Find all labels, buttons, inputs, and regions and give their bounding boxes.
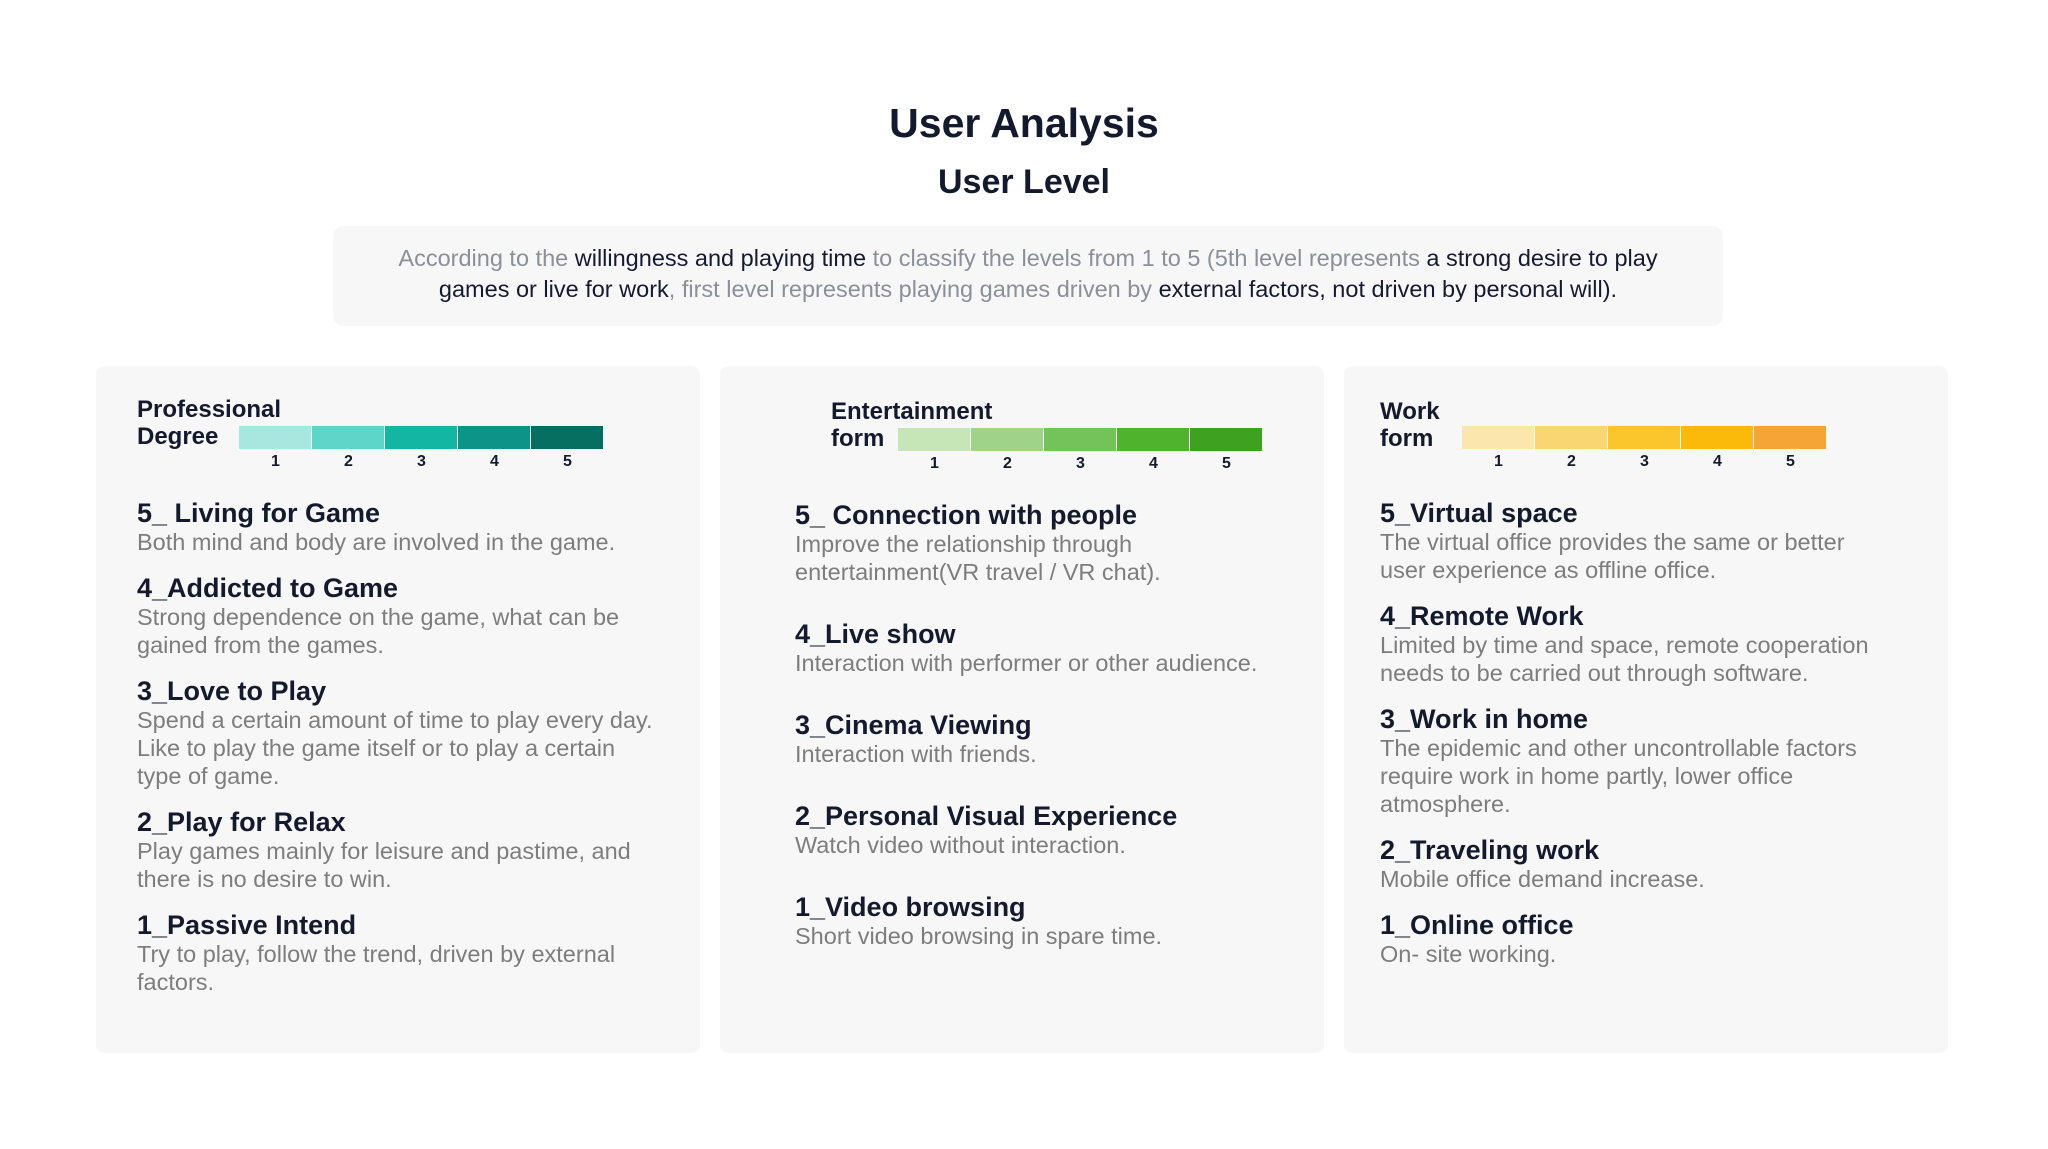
scale-number: 5: [1222, 455, 1231, 472]
level-description: The virtual office provides the same or better user experience as offline office.: [1380, 529, 1845, 583]
level-description: Spend a certain amount of time to play every day. Like to play the game itself or to play a certain type of game.: [137, 707, 653, 789]
scale-number: 4: [1149, 455, 1158, 472]
scale-segment-3: [385, 426, 457, 449]
scale-segment-1: [898, 428, 970, 451]
level-title: 1_Passive Intend: [137, 910, 357, 940]
level-title: 5_ Connection with people: [795, 500, 1138, 530]
page-title: User Analysis: [889, 100, 1159, 146]
level-description: Watch video without interaction.: [795, 832, 1126, 858]
level-title: 5_Virtual space: [1380, 498, 1578, 528]
level-description: Both mind and body are involved in the game.: [137, 529, 616, 555]
level-scale-bar: [239, 426, 604, 449]
scale-numbers: [239, 453, 604, 471]
level-item: [795, 801, 1315, 859]
description-box: [333, 226, 1723, 326]
scale-segment-2: [1535, 426, 1607, 449]
level-description: Try to play, follow the trend, driven by external factors.: [137, 941, 616, 995]
scale-segment-4: [1117, 428, 1189, 451]
level-title: 3_Cinema Viewing: [795, 710, 1032, 740]
level-description: Short video browsing in spare time.: [795, 923, 1163, 949]
level-title: 4_Remote Work: [1380, 601, 1584, 631]
description-text: According to the: [398, 245, 575, 271]
scale-number: 2: [344, 453, 353, 470]
panel-professional-degree: [96, 366, 700, 1053]
scale-segment-5: [1754, 426, 1826, 449]
scale-label: Work form: [1380, 398, 1440, 452]
level-description: Play games mainly for leisure and pastime, and there is no desire to win.: [137, 838, 631, 892]
level-item: [137, 676, 697, 790]
level-item: [1380, 835, 1940, 893]
level-scale-bar: [1462, 426, 1827, 449]
scale-segment-3: [1608, 426, 1680, 449]
scale-number: 5: [563, 453, 572, 470]
level-title: 5_ Living for Game: [137, 498, 381, 528]
scale-segment-2: [312, 426, 384, 449]
scale-numbers: [1462, 453, 1827, 471]
scale-number: 3: [1640, 453, 1649, 470]
level-item: [137, 910, 697, 996]
level-item: [137, 498, 697, 556]
scale-segment-5: [1190, 428, 1262, 451]
level-title: 3_Love to Play: [137, 676, 327, 706]
level-item: [795, 892, 1315, 950]
scale-segment-2: [971, 428, 1043, 451]
level-item: [137, 573, 697, 659]
level-scale-bar: [898, 428, 1263, 451]
level-title: 1_Online office: [1380, 910, 1574, 940]
scale-number: 1: [271, 453, 280, 470]
scale-numbers: [898, 455, 1263, 473]
description-text: to classify the levels from 1 to 5 (5th level represents: [866, 245, 1427, 271]
scale-segment-1: [1462, 426, 1534, 449]
scale-label: Entertainment form: [831, 398, 993, 452]
description-text: , first level represents playing games driven by: [668, 276, 1159, 302]
scale-segment-5: [531, 426, 603, 449]
level-title: 2_Traveling work: [1380, 835, 1600, 865]
level-description: Improve the relationship through entertainment(VR travel / VR chat).: [795, 531, 1161, 585]
scale-segment-4: [458, 426, 530, 449]
level-description: Limited by time and space, remote cooperation needs to be carried out through software.: [1380, 632, 1869, 686]
panel-entertainment-form: [720, 366, 1324, 1053]
level-description: Strong dependence on the game, what can be gained from the games.: [137, 604, 620, 658]
level-list: [795, 500, 1315, 967]
level-title: 2_Personal Visual Experience: [795, 801, 1178, 831]
scale-segment-3: [1044, 428, 1116, 451]
level-item: [1380, 704, 1940, 818]
scale-number: 4: [1713, 453, 1722, 470]
level-description: Interaction with friends.: [795, 741, 1037, 767]
scale-number: 3: [1076, 455, 1085, 472]
description-emphasis: willingness and playing time: [574, 245, 867, 271]
level-item: [1380, 498, 1940, 584]
level-title: 3_Work in home: [1380, 704, 1589, 734]
level-item: [795, 619, 1315, 677]
scale-number: 5: [1786, 453, 1795, 470]
scale-number: 2: [1567, 453, 1576, 470]
level-title: 4_Live show: [795, 619, 956, 649]
level-item: [795, 710, 1315, 768]
level-description: On- site working.: [1380, 941, 1557, 967]
scale-number: 3: [417, 453, 426, 470]
level-description: The epidemic and other uncontrollable factors require work in home partly, lower office atmosphere.: [1380, 735, 1857, 817]
scale-number: 1: [1494, 453, 1503, 470]
scale-label: Professional Degree: [137, 396, 282, 450]
page-subtitle: User Level: [938, 163, 1110, 201]
level-title: 1_Video browsing: [795, 892, 1026, 922]
level-item: [137, 807, 697, 893]
level-list: [137, 498, 697, 1013]
level-title: 4_Addicted to Game: [137, 573, 399, 603]
description-emphasis: external factors, not driven by personal will).: [1158, 276, 1618, 302]
level-description: Interaction with performer or other audience.: [795, 650, 1258, 676]
scale-number: 4: [490, 453, 499, 470]
panel-work-form: [1344, 366, 1948, 1053]
scale-number: 2: [1003, 455, 1012, 472]
description-emphasis: a strong desire to play games or live for work: [438, 245, 1658, 302]
level-item: [1380, 601, 1940, 687]
level-item: [1380, 910, 1940, 968]
level-title: 2_Play for Relax: [137, 807, 346, 837]
level-list: [1380, 498, 1940, 985]
level-description: Mobile office demand increase.: [1380, 866, 1705, 892]
scale-segment-4: [1681, 426, 1753, 449]
scale-number: 1: [930, 455, 939, 472]
scale-segment-1: [239, 426, 311, 449]
level-item: [795, 500, 1315, 586]
